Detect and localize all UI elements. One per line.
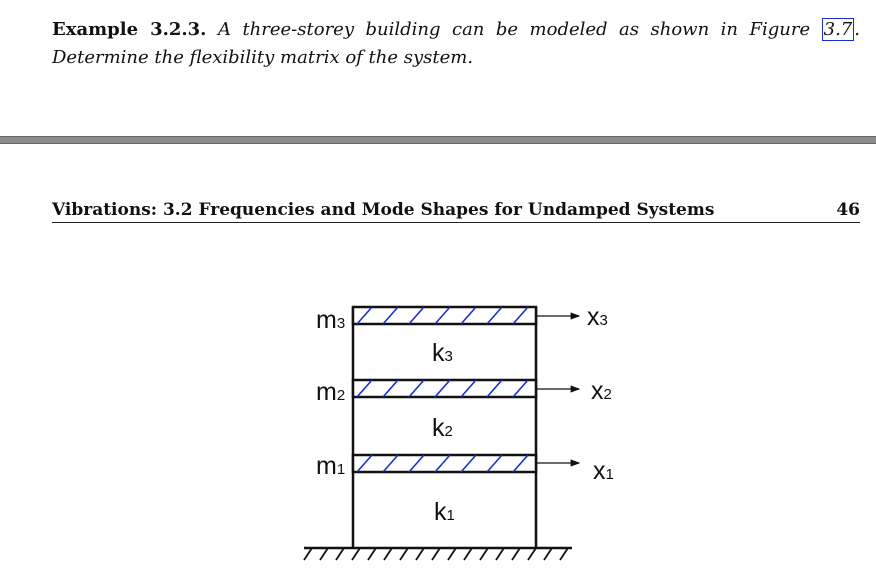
floor-slab-1 <box>353 455 536 472</box>
page-number: 46 <box>836 200 860 220</box>
stiffness-label-2: k2 <box>432 414 453 442</box>
example-text-after-ref: . Determine the flexibility matrix of the system. <box>52 19 860 68</box>
mass-label-2: m2 <box>316 378 346 406</box>
running-header-title: Vibrations: 3.2 Frequencies and Mode Shapes for Undamped Systems <box>52 200 715 220</box>
mass-label-3: m3 <box>316 306 346 334</box>
displacement-label-3: x3 <box>587 303 608 331</box>
ground <box>304 548 572 560</box>
mass-label-1: m1 <box>316 452 346 480</box>
example-text-before-ref: A three-storey building can be modeled as shown in Figure <box>217 19 811 40</box>
example-label: Example 3.2.3. <box>52 19 207 40</box>
figure-reference-link[interactable]: 3.7 <box>823 19 853 40</box>
floor-slab-3 <box>353 307 536 324</box>
stiffness-label-3: k3 <box>432 339 453 367</box>
displacement-label-1: x1 <box>593 457 614 485</box>
displacement-label-2: x2 <box>591 377 612 405</box>
floor-slab-2 <box>353 380 536 397</box>
stiffness-label-1: k1 <box>434 498 455 526</box>
